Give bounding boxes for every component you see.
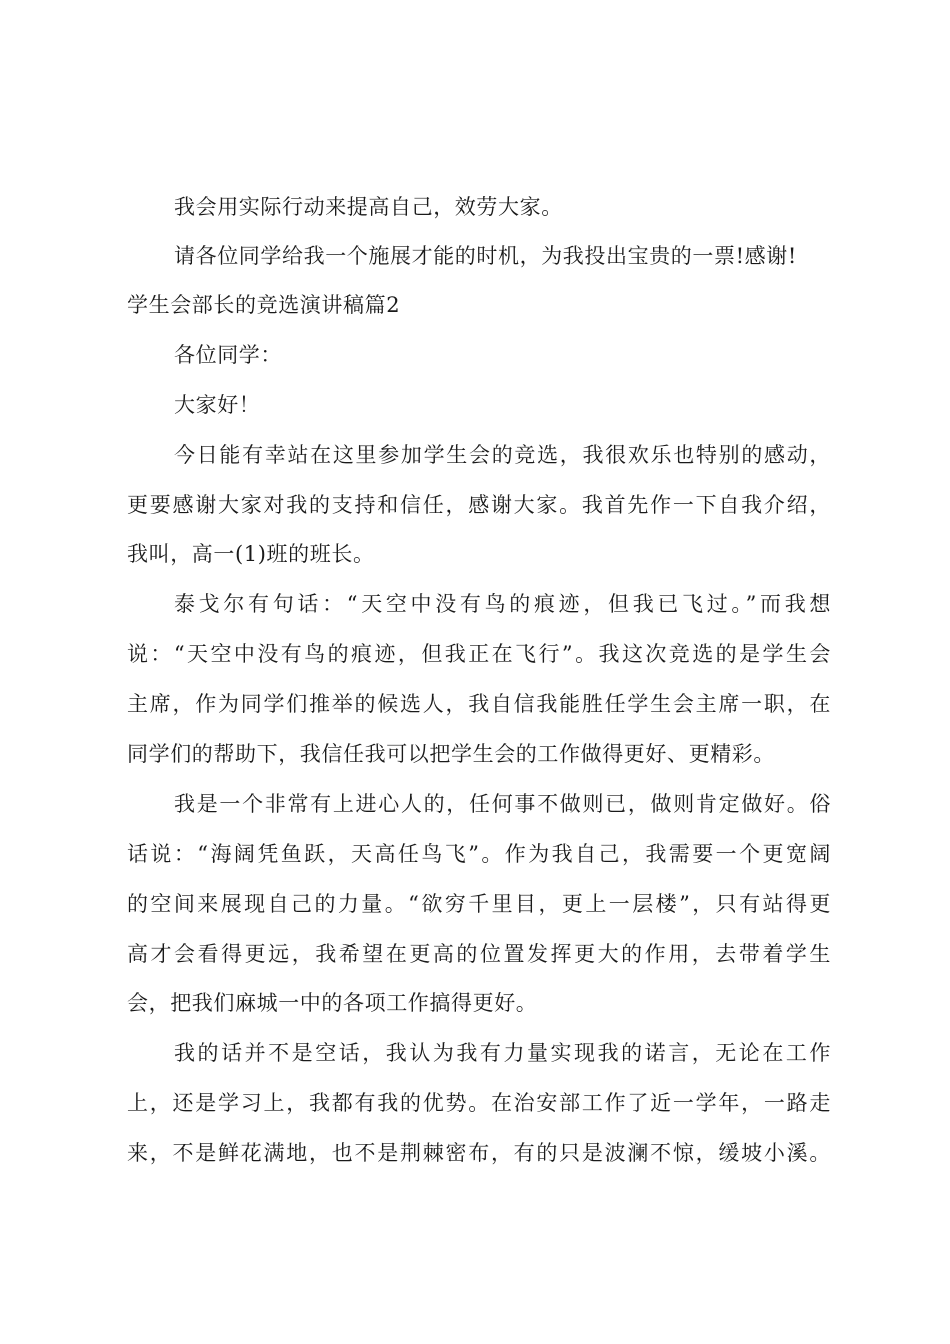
paragraph-line: 我是一个非常有上进心人的，任何事不做则已，做则肯定做好。俗 xyxy=(174,792,831,816)
paragraph-line: 更要感谢大家对我的支持和信任，感谢大家。我首先作一下自我介绍， xyxy=(127,493,831,517)
paragraph-line: 今日能有幸站在这里参加学生会的竞选，我很欢乐也特别的感动， xyxy=(174,443,831,467)
paragraph-line: 的空间来展现自己的力量。“欲穷千里目，更上一层楼”，只有站得更 xyxy=(127,892,831,916)
section-heading: 学生会部长的竞选演讲稿篇2 xyxy=(127,293,401,317)
paragraph-line: 高才会看得更远，我希望在更高的位置发挥更大的作用，去带着学生 xyxy=(127,942,831,966)
paragraph-line: 泰戈尔有句话：“天空中没有鸟的痕迹，但我已飞过。”而我想 xyxy=(174,592,831,616)
greeting: 大家好！ xyxy=(174,393,261,417)
paragraph-line: 请各位同学给我一个施展才能的时机，为我投出宝贵的一票!感谢! xyxy=(174,244,797,268)
salutation: 各位同学： xyxy=(174,343,282,367)
paragraph-line: 我的话并不是空话，我认为我有力量实现我的诺言，无论在工作 xyxy=(174,1041,831,1065)
paragraph-line: 来，不是鲜花满地，也不是荆棘密布，有的只是波澜不惊，缓坡小溪。 xyxy=(127,1141,831,1165)
paragraph-line: 说：“天空中没有鸟的痕迹，但我正在飞行”。我这次竞选的是学生会 xyxy=(127,642,831,666)
paragraph-line: 主席，作为同学们推举的候选人，我自信我能胜任学生会主席一职，在 xyxy=(127,692,831,716)
paragraph-line: 会，把我们麻城一中的各项工作搞得更好。 xyxy=(127,991,538,1015)
paragraph-line: 话说：“海阔凭鱼跃，天高任鸟飞”。作为我自己，我需要一个更宽阔 xyxy=(127,842,831,866)
paragraph-line: 我叫，高一(1)班的班长。 xyxy=(127,542,375,566)
paragraph-line: 上，还是学习上，我都有我的优势。在治安部工作了近一学年，一路走 xyxy=(127,1091,831,1115)
paragraph-line: 我会用实际行动来提高自己，效劳大家。 xyxy=(174,195,563,219)
paragraph-line: 同学们的帮助下，我信任我可以把学生会的工作做得更好、更精彩。 xyxy=(127,742,775,766)
